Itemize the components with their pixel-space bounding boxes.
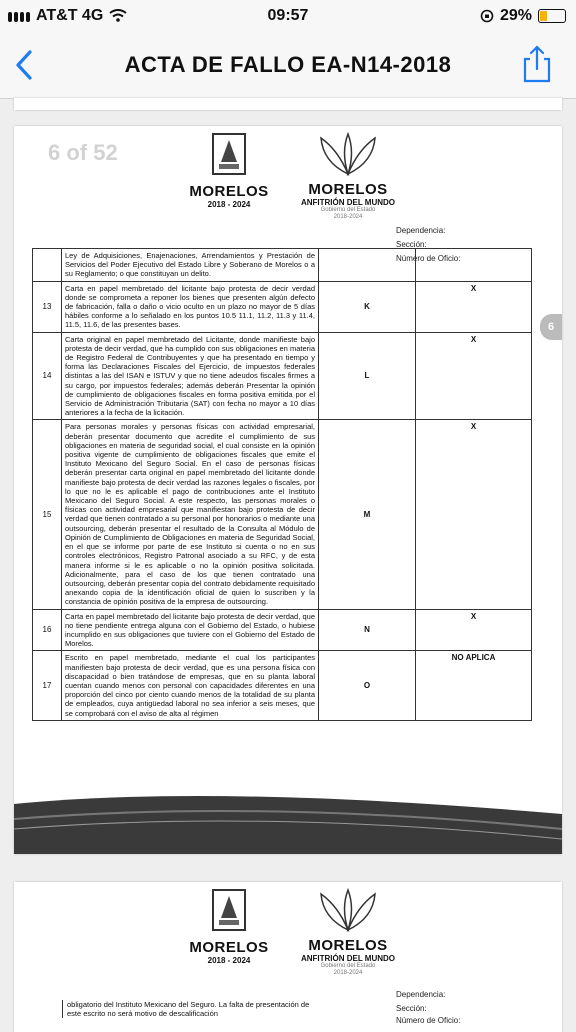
right-logo-small1-next: Gobierno del Estado (320, 963, 376, 969)
letterhead-next (184, 888, 414, 978)
row-num-cell (33, 249, 62, 282)
row-letter-cell: K (319, 281, 416, 332)
page-counter: 6 of 52 (48, 140, 118, 165)
rotation-lock-icon (480, 9, 494, 23)
table-row (33, 609, 532, 651)
document-page (14, 126, 562, 854)
row-desc-cell: Escrito en papel membretado, mediante el cual los participantes manifiesten bajo protesta de decir verdad, que es una persona física con discapacidad o bien tratándose de empresas, que en su planta laboral cuentan cuando menos con personal con capacidades diferentes en una proporción del cinco por ciento cuando menos de la totalidad de su planta de empleados, cuya antigüedad laboral no sea inferior a seis meses, que se comprobará con el aviso de alta al régimen (62, 651, 319, 720)
row-letter-cell (319, 249, 416, 282)
morelos-brand-logo-next (288, 888, 408, 977)
dependencia-label: Dependencia: (396, 226, 446, 235)
page-indicator-badge[interactable]: 6 (540, 314, 562, 340)
row-desc-cell: Para personas morales y personas físicas con actividad empresarial, deberán presentar documento que acredite el cumplimiento de sus obligaciones en materia de seguridad social, el cual consiste en la opinión positiva vigente de cumplimiento de obligaciones fiscales que emite el Instituto Mexicano del Seguro Social. En el caso de personas físicas deberán presentar carta original en papel membretado del licitante donde manifieste bajo protesta de decir verdad las razones legales o fiscales, por lo que no le es aplicable el pago de contribuciones ante el Instituto Mexicano del Seguro Social. A este respecto, las personas morales o físicas con actividad empresarial que manifiestan bajo protesta de decir verdad que tienen contratado a su personal por honorarios o mediante una outsourcing, deberán presentar el resultado de la Consulta al Módulo de Opinión de Cumplimiento de Obligaciones en materia de Seguridad Social, en el que se informe por parte de ese Instituto si cuenta o no en sus controles electrónicos, Registro Patronal asociado a su RFC, y de esta manera informe si le es aplicable o no la opinión positiva solicitada. Adicionalmente, para el caso de los que tienen contratado una outsourcing, deberán presentar copia del contrato debidamente requisitado anexando copia de la identificación oficial de quien lo suscriben y la constancia de opinión positiva de la empresa de outsourcing. (62, 420, 319, 609)
oficio-label-next: Número de Oficio: (396, 1016, 461, 1025)
row-letter-cell: L (319, 332, 416, 420)
left-logo-text-next: MORELOS (189, 939, 269, 956)
seal-icon (209, 888, 249, 934)
table-row (33, 332, 532, 420)
status-right (480, 7, 566, 25)
clock: 09:57 (267, 7, 309, 24)
row-mark-cell (416, 249, 532, 282)
left-logo-text: MORELOS (189, 183, 269, 200)
table-row (33, 420, 532, 609)
row-mark-cell: NO APLICA (416, 651, 532, 720)
next-page (14, 882, 562, 1032)
flower-emblem-icon (313, 888, 383, 932)
right-logo-text-next: MORELOS (308, 937, 388, 954)
row-num-cell: 14 (33, 332, 62, 420)
flower-emblem-icon (313, 132, 383, 176)
right-logo-small2: 2018-2024 (333, 214, 363, 220)
carrier-label: AT&T 4G (36, 7, 104, 24)
row-desc-cell: Carta en papel membretado del licitante bajo protesta de decir verdad donde se comprometa a reponer los bienes que presenten algún defecto de fabricación, falla o daño o vicio oculto en un plazo no mayor de 5 días hábiles conforme a lo señalado en los puntos 10.5 11.1, 11.2, 11.3 y 11.4, 11.5, 11.6, de las presentes bases. (62, 281, 319, 332)
row-mark-cell: X (416, 281, 532, 332)
row-mark-cell: X (416, 609, 532, 651)
status-bar (0, 0, 576, 34)
battery-percent: 29% (499, 7, 532, 24)
row-letter-cell: N (319, 609, 416, 651)
footer-wave-graphic (14, 774, 562, 854)
table-row (33, 249, 532, 282)
nav-bar (0, 34, 576, 99)
right-logo-tagline-next: ANFITRIÓN DEL MUNDO (300, 954, 396, 963)
left-logo-years-next: 2018 - 2024 (207, 956, 251, 965)
row-num-cell: 17 (33, 651, 62, 720)
state-seal-logo-next (184, 888, 274, 965)
back-chevron-icon[interactable] (10, 48, 40, 82)
row-mark-cell: X (416, 420, 532, 609)
oficio-label: Número de Oficio: (396, 254, 461, 263)
requirements-table (32, 248, 532, 721)
morelos-brand-logo (288, 132, 408, 221)
row-num-cell: 13 (33, 281, 62, 332)
letterhead (184, 132, 414, 222)
seccion-label-next: Sección: (396, 1004, 427, 1013)
next-page-snippet: obligatorio del Instituto Mexicano del Seguro. La falta de presentación de este escrito no será motivo de descalificación (62, 1000, 317, 1018)
right-logo-small2-next: 2018-2024 (333, 970, 363, 976)
previous-page (14, 98, 562, 110)
row-letter-cell: O (319, 651, 416, 720)
row-num-cell: 15 (33, 420, 62, 609)
document-title: ACTA DE FALLO EA-N14-2018 (124, 52, 452, 77)
table-row (33, 651, 532, 720)
state-seal-logo (184, 132, 274, 209)
table-row (33, 281, 532, 332)
dependencia-label-next: Dependencia: (396, 990, 446, 999)
right-logo-small1: Gobierno del Estado (320, 207, 376, 213)
row-desc-cell: Carta original en papel membretado del Licitante, donde manifieste bajo protesta de decir verdad, que ha cumplido con sus obligaciones en materia de Registro Federal de Contribuyentes y que ha presentado en tiempo y forma las Declaraciones Fiscales del Ejercicio, de impuestos federales distintas a las del ISAN e ISTUV y que no tiene adeudos fiscales firmes a su cargo, por impuestos federales; además deberán Presentar la opinión de cumplimiento de obligaciones fiscales en forma positiva emitida por el Servicio de Administración Tributaria (SAT) con fecha no mayor a 10 días anteriores a la fecha de la licitación. (62, 332, 319, 420)
right-logo-text: MORELOS (308, 181, 388, 198)
row-letter-cell: M (319, 420, 416, 609)
seccion-label: Sección: (396, 240, 427, 249)
seal-icon (209, 132, 249, 178)
row-desc-cell: Ley de Adquisiciones, Enajenaciones, Arrendamientos y Prestación de Servicios del Poder Ejecutivo del Estado Libre y Soberano de Morelos o a su Reglamento; o que constituyan un delito. (62, 249, 319, 282)
battery-icon (538, 9, 566, 23)
right-logo-tagline: ANFITRIÓN DEL MUNDO (300, 198, 396, 207)
row-num-cell: 16 (33, 609, 62, 651)
left-logo-years: 2018 - 2024 (207, 200, 251, 209)
row-mark-cell: X (416, 332, 532, 420)
row-desc-cell: Carta en papel membretado del licitante bajo protesta de decir verdad, que no tiene pendiente entrega alguna con el Gobierno del Estado, o hubiese incumplido en sus obligaciones que tuviere con el Gobierno del Estado de Morelos. (62, 609, 319, 651)
share-icon[interactable] (522, 44, 552, 84)
